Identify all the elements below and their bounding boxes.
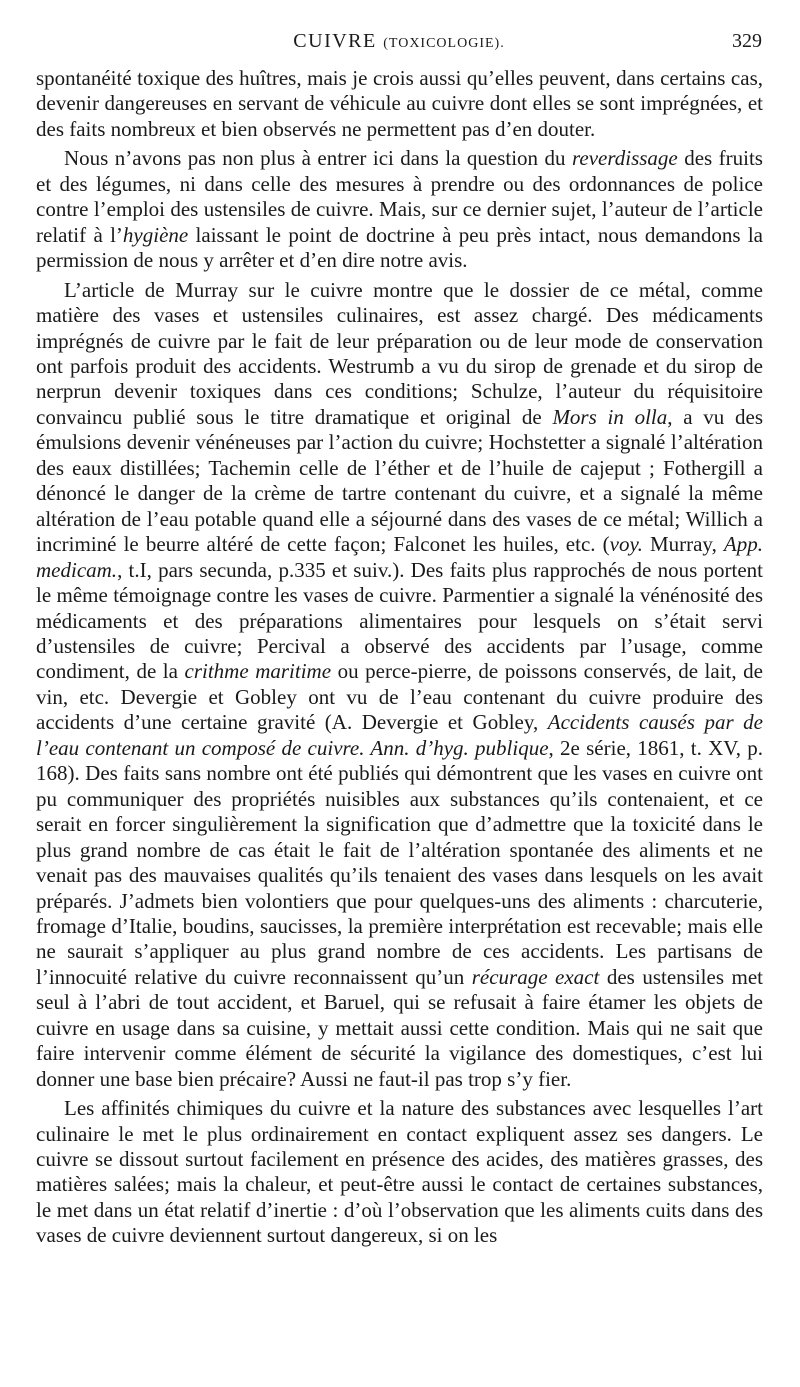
- text-run: spontanéité toxique des huîtres, mais je crois aussi qu’elles peuvent, dans certains cas, devenir dangereuses en servant de véhicule au cuivre dont elles se sont imprégnées, et des faits nombreux et bien observés ne permettent pas d’en douter.: [36, 66, 763, 141]
- body-text: [36, 66, 763, 1249]
- text-run: , 2e série, 1861, t. XV, p. 168). Des faits sans nombre ont été publiés qui démontrent que les vases en cuivre ont pu communiquer des propriétés nuisibles aux substances qu’ils contenaient, et ce serait en forcer singulièrement la signification que d’admettre que la toxicité dans le plus grand nombre de cas était le fait de l’altération spontanée des aliments et ne venait pas des mauvaises qualités qu’ils tenaient des vases dans lesquels on les avait préparés. J’admets bien volontiers que pour quelques-uns des aliments : charcuterie, fromage d’Italie, boudins, saucisses, la première interprétation est recevable; mais elle ne saurait s’appliquer au plus grand nombre de ces accidents. Les partisans de l’innocuité relative du cuivre reconnaissent qu’un: [36, 735, 764, 989]
- text-run: Nous n’avons pas non plus à entrer ici dans la question du: [64, 146, 572, 171]
- paragraph: [36, 146, 763, 273]
- text-run: ou perce-pierre, de poissons conservés, de lait, de vin, etc. Devergie et Gobley ont vu de l’eau contenant du cuivre produire des accidents d’une certaine gravité (A. Devergie et Gobley,: [36, 659, 764, 735]
- running-header: [36, 30, 762, 58]
- running-title-main: CUIVRE: [293, 30, 377, 52]
- running-title-sub: (TOXICOLOGIE).: [383, 36, 505, 51]
- text-run: L’article de Murray sur le cuivre montre que le dossier de ce métal, comme matière des vases et ustensiles culinaires, est assez chargé. Des médicaments imprégnés de cuivre par le fait de leur préparation ou de leur mode de conservation ont parfois produit des accidents. Westrumb a vu du sirop de grenade et du sirop de nerprun devenir toxiques dans ces conditions; Schulze, l’auteur du réquisitoire convaincu publié sous le titre dramatique et original de: [36, 277, 763, 429]
- italic-text: Accidents causés par de l’eau contenant un composé de cuivre. Ann. d’hyg. publique: [36, 710, 763, 760]
- paragraph: [36, 1096, 763, 1249]
- italic-text: récurage exact: [471, 964, 600, 989]
- paragraph: [36, 278, 763, 1093]
- text-run: Les affinités chimiques du cuivre et la nature des substances avec lesquelles l’art culinaire le met le plus ordinairement en contact expliquent assez ses dangers. Le cuivre se dissout surtout facilement en présence des acides, des matières grasses, des matières salées; mais la chaleur, et peut-être aussi le contact de certaines substances, le met dans un état relatif d’inertie : d’où l’observation que les aliments cuits dans des vases de cuivre deviennent surtout dangereux, si on les: [36, 1096, 763, 1248]
- page-number: 329: [732, 30, 762, 52]
- italic-text: voy.: [609, 532, 643, 557]
- paragraph: [36, 66, 763, 142]
- text-run: , a vu des émulsions devenir vénéneuses par l’action du cuivre; Hochstetter a signalé l’altération des eaux distillées; Tachemin celle de l’éther et de l’huile de cajeput ; Fothergill a dénoncé le danger de la crème de tartre contenant du cuivre, et a signalé la même altération de l’eau potable quand elle a séjourné dans des vases de ce métal; Willich a incriminé le beurre altéré de cette façon; Falconet les huiles, etc. (: [36, 404, 764, 557]
- italic-text: reverdissage: [571, 146, 678, 171]
- running-title: [36, 30, 762, 53]
- italic-text: crithme maritime: [184, 659, 332, 684]
- text-run: des ustensiles met seul à l’abri de tout accident, et Baruel, qui se refusait à faire étamer les objets de cuivre en usage dans sa cuisine, y mettait aussi cette condition. Mais qui ne sait que faire intervenir comme élément de sécurité la vigilance des domestiques, c’est lui donner une base bien précaire? Aussi ne faut-il pas trop s’y fier.: [36, 964, 763, 1091]
- text-run: Murray,: [642, 532, 724, 557]
- italic-text: App. medicam.: [36, 532, 763, 582]
- text-run: , t.I, pars secunda, p.335 et suiv.). Des faits plus rapprochés de nous portent le même témoignage contre les vases de cuivre. Parmentier a signalé la vénénosité des médicaments et des préparations alimentaires pour lesquels on s’était servi d’ustensiles de cuivre; Percival a observé des accidents par l’usage, comme condiment, de la: [36, 557, 763, 684]
- italic-text: hygiène: [122, 222, 189, 247]
- italic-text: Mors in olla: [552, 404, 668, 429]
- text-run: laissant le point de doctrine à peu près intact, nous demandons la permission de nous y arrêter et d’en dire notre avis.: [36, 222, 763, 273]
- text-run: des fruits et des légumes, ni dans celle des mesures à prendre ou des ordonnances de police contre l’emploi des ustensiles de cuivre. Mais, sur ce dernier sujet, l’auteur de l’article relatif à l’: [36, 146, 763, 247]
